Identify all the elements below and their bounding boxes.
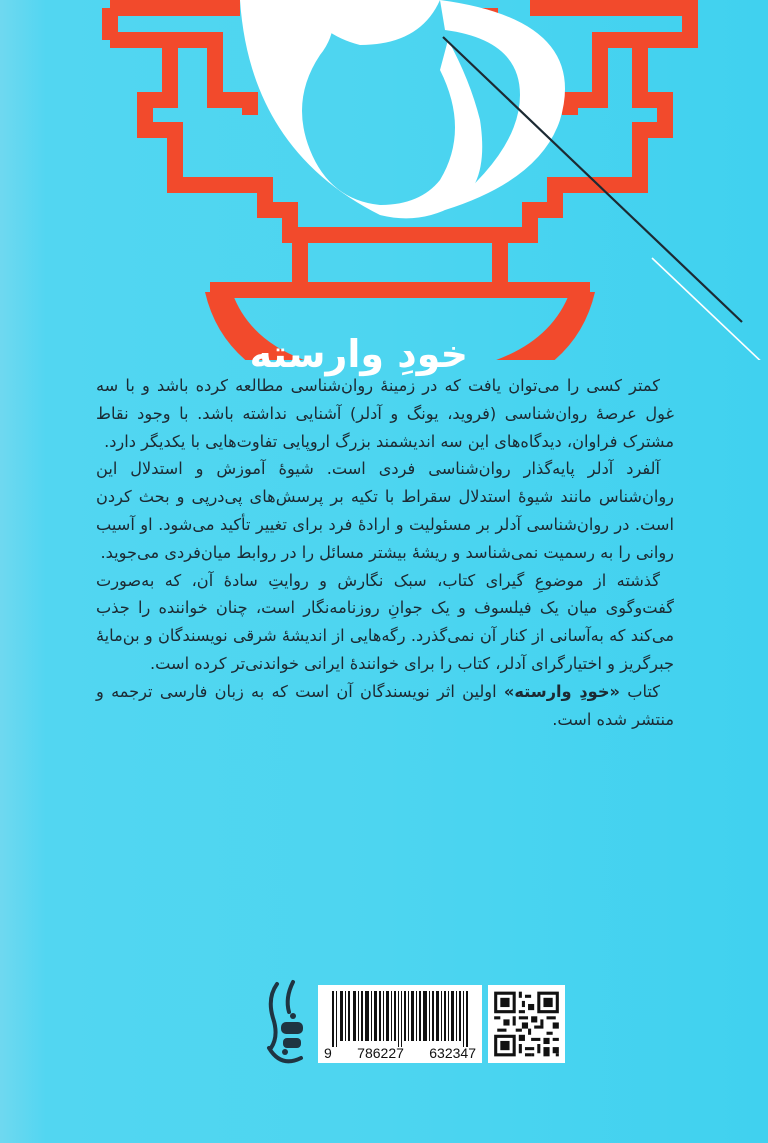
closing-prefix: کتاب — [619, 681, 660, 701]
fret-pattern-icon — [110, 8, 690, 290]
isbn-barcode — [318, 985, 482, 1063]
qr-code — [488, 985, 565, 1063]
diagonal-white-line — [652, 258, 768, 360]
blurb-closing — [96, 678, 674, 734]
blurb-paragraph: گذشته از موضوعِ گیرای کتاب، سبک نگارش و روایتِ سادهٔ آن، که به‌صورت گفت‌وگوی میان یک فیلسوف و یک جوانِ روزنامه‌نگار است، چنان خواننده را جذب می‌کند که به‌آسانی از کنار آن نمی‌گذرد. رگه‌هایی از اندیشهٔ شرقی نویسندگان و بن‌مایهٔ جبرگریز و اختیارگرای آدلر، کتاب را برای خوانندهٔ ایرانی خواندنی‌تر کرده است. — [96, 570, 674, 673]
closing-book-title: «خودِ وارسته» — [503, 681, 620, 701]
isbn-digit-group: 786227 — [357, 1045, 404, 1061]
cover-artwork — [0, 0, 768, 360]
publisher-logo-icon — [263, 978, 311, 1072]
isbn-digit-group: 632347 — [429, 1045, 476, 1061]
isbn-digits — [318, 1045, 482, 1061]
barcode-icon — [318, 985, 482, 1047]
blurb-text — [96, 372, 674, 733]
qr-code-icon — [488, 985, 565, 1063]
book-title: خودِ وارسته — [249, 332, 468, 376]
blurb-paragraph: آلفرد آدلر پایه‌گذار روان‌شناسی فردی است. شیوهٔ آموزش و استدلال این روان‌شناس مانند شیوهٔ استدلال سقراط با تکیه بر پرسش‌های پی‌درپی و بحث کردن است. در روان‌شناسی آدلر بر مسئولیت و ارادهٔ فرد برای تغییر تأکید می‌شود. او آسیب روانی را به رسمیت نمی‌شناسد و ریشهٔ بیشتر مسائل را در روابط میان‌فردی می‌جوید. — [96, 459, 674, 562]
blurb-paragraph: کمتر کسی را می‌توان یافت که در زمینهٔ روان‌شناسی مطالعه کرده باشد و با سه غول عرصهٔ روان‌شناسی (فروید، یونگ و آدلر) آشنایی نداشته باشد. با وجود نقاط مشترک فراوان، دیدگاه‌های این سه اندیشمند بزرگ اروپایی تفاوت‌هایی با یکدیگر دارد. — [96, 376, 674, 451]
closing-suffix: اولین اثر نویسندگان آن است که به زبان فارسی ترجمه و منتشر شده است. — [96, 681, 674, 729]
isbn-digit-group: 9 — [324, 1045, 332, 1061]
